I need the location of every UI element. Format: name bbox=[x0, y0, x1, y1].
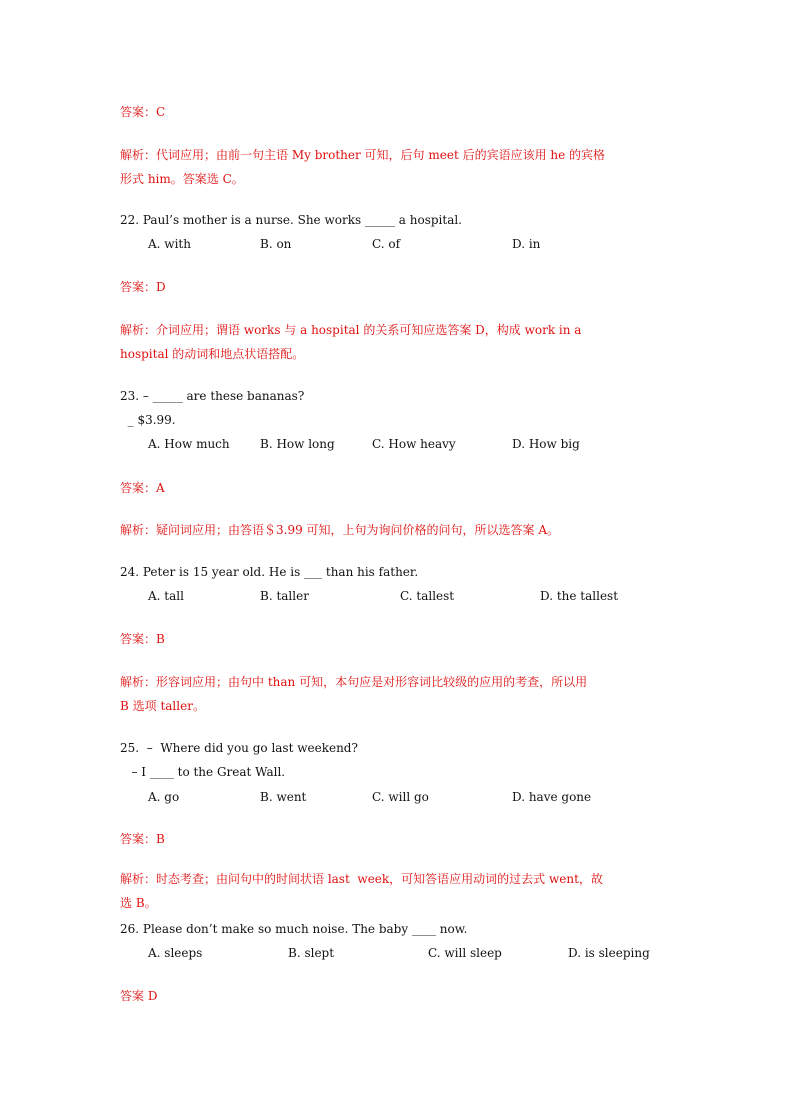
q22-option-b: B. on bbox=[260, 237, 292, 251]
q25-analysis-line-2: 选 B。 bbox=[120, 896, 157, 910]
q22-analysis-line-2: hospital 的动词和地点状语搭配。 bbox=[120, 347, 305, 361]
q22-option-a: A. with bbox=[148, 237, 191, 251]
analysis-21-line-2: 形式 him。答案选 C。 bbox=[120, 172, 244, 186]
q25-option-d: D. have gone bbox=[512, 790, 592, 804]
q23-option-b: B. How long bbox=[260, 437, 335, 451]
q26-answer: 答案 D bbox=[120, 989, 158, 1003]
q23-reply: _ $3.99. bbox=[120, 413, 176, 427]
question-24: 24. Peter is 15 year old. He is ___ than his father. bbox=[120, 565, 419, 579]
question-22: 22. Paul’s mother is a nurse. She works _____ a hospital. bbox=[120, 213, 462, 227]
q23-option-d: D. How big bbox=[512, 437, 580, 451]
q23-answer: 答案：A bbox=[120, 481, 165, 495]
q25-option-a: A. go bbox=[148, 790, 180, 804]
q24-option-b: B. taller bbox=[260, 589, 309, 603]
q22-analysis-line-1: 解析：介词应用；谓语 works 与 a hospital 的关系可知应选答案 D，构成 work in a bbox=[120, 323, 582, 337]
q24-option-c: C. tallest bbox=[400, 589, 455, 603]
q25-option-b: B. went bbox=[260, 790, 307, 804]
answer-c: 答案：C bbox=[120, 105, 166, 119]
question-23: 23. – _____ are these bananas? bbox=[120, 389, 305, 403]
q24-analysis-line-2: B 选项 taller。 bbox=[120, 699, 205, 713]
q26-option-c: C. will sleep bbox=[428, 946, 502, 960]
q23-analysis-line-1: 解析：疑问词应用；由答语＄3.99 可知，上句为询问价格的问句，所以选答案 A。 bbox=[120, 523, 560, 537]
q23-option-c: C. How heavy bbox=[372, 437, 456, 451]
q26-option-a: A. sleeps bbox=[148, 946, 203, 960]
q24-answer: 答案：B bbox=[120, 632, 165, 646]
q24-option-a: A. tall bbox=[148, 589, 184, 603]
q22-option-d: D. in bbox=[512, 237, 541, 251]
q22-option-c: C. of bbox=[372, 237, 401, 251]
q24-analysis-line-1: 解析：形容词应用；由句中 than 可知，本句应是对形容词比较级的应用的考查，所以用 bbox=[120, 675, 588, 689]
q26-option-b: B. slept bbox=[288, 946, 335, 960]
q22-answer: 答案：D bbox=[120, 280, 166, 294]
question-25: 25. – Where did you go last weekend? bbox=[120, 741, 358, 755]
q25-reply: – I ____ to the Great Wall. bbox=[120, 765, 286, 779]
q24-option-d: D. the tallest bbox=[540, 589, 619, 603]
q25-analysis-line-1: 解析：时态考查；由问句中的时间状语 last week，可知答语应用动词的过去式 went，故 bbox=[120, 872, 603, 886]
q23-option-a: A. How much bbox=[148, 437, 230, 451]
q25-option-c: C. will go bbox=[372, 790, 429, 804]
q25-answer: 答案：B bbox=[120, 832, 165, 846]
analysis-21-line-1: 解析：代词应用；由前一句主语 My brother 可知，后句 meet 后的宾语应该用 he 的宾格 bbox=[120, 148, 606, 162]
question-26: 26. Please don’t make so much noise. The baby ____ now. bbox=[120, 922, 468, 936]
q26-option-d: D. is sleeping bbox=[568, 946, 650, 960]
